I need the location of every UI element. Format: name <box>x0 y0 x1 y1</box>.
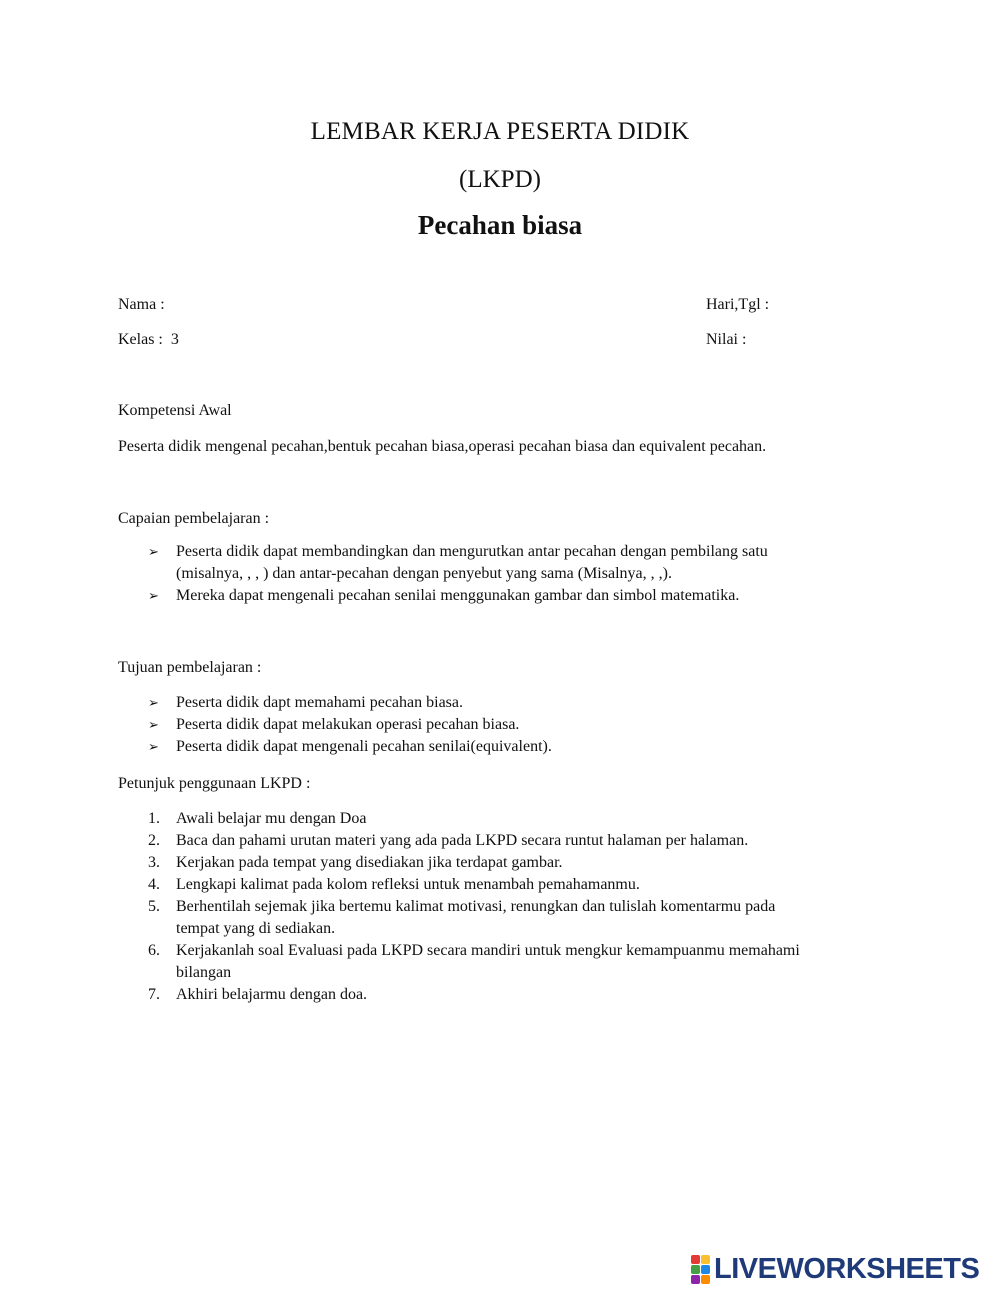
subtitle: Pecahan biasa <box>417 210 583 240</box>
list-item: 5. Berhentilah sejemak jika bertemu kalimat motivasi, renungkan dan tulislah komentarmu pada tempat yang di sediakan. <box>148 898 776 937</box>
nama-label: Nama : <box>118 296 165 313</box>
petunjuk-heading: Petunjuk penggunaan LKPD : <box>118 775 311 792</box>
liveworksheets-logo[interactable] <box>691 1253 979 1285</box>
list-item: ➢ Peserta didik dapat mengenali pecahan senilai(equivalent). <box>148 736 552 758</box>
list-item: 6. Kerjakanlah soal Evaluasi pada LKPD secara mandiri untuk mengkur kemampuanmu memahami bilangan <box>148 942 800 981</box>
kompetensi-text: Peserta didik mengenal pecahan,bentuk pecahan biasa,operasi pecahan biasa dan equivalent pecahan. <box>118 438 767 455</box>
capaian-list <box>148 541 768 607</box>
kompetensi-heading: Kompetensi Awal <box>118 402 232 419</box>
arrow-bullet-icon: ➢ <box>148 544 159 559</box>
arrow-bullet-icon: ➢ <box>148 695 159 710</box>
logo-tile <box>691 1265 700 1274</box>
arrow-bullet-icon: ➢ <box>148 739 159 754</box>
logo-tile <box>691 1255 700 1264</box>
logo-tile <box>701 1255 710 1264</box>
title-line-1: LEMBAR KERJA PESERTA DIDIK <box>310 118 690 145</box>
petunjuk-list <box>148 808 800 1006</box>
list-item: 3. Kerjakan pada tempat yang disediakan jika terdapat gambar. <box>148 854 563 871</box>
list-item: ➢ Mereka dapat mengenali pecahan senilai menggunakan gambar dan simbol matematika. <box>148 585 768 607</box>
list-item: 4. Lengkapi kalimat pada kolom refleksi untuk menambah pemahamanmu. <box>148 876 640 893</box>
list-item: 7. Akhiri belajarmu dengan doa. <box>148 986 368 1003</box>
tujuan-list <box>148 692 552 758</box>
kelas-label: Kelas : <box>118 331 163 348</box>
liveworksheets-logo-icon <box>691 1255 710 1284</box>
logo-tile <box>701 1265 710 1274</box>
liveworksheets-brand: LIVEWORKSHEETS <box>714 1252 980 1285</box>
arrow-bullet-icon: ➢ <box>148 717 159 732</box>
list-item: ➢ Peserta didik dapat melakukan operasi pecahan biasa. <box>148 714 552 736</box>
kelas-value: 3 <box>170 331 179 348</box>
list-item: 2. Baca dan pahami urutan materi yang ada pada LKPD secara runtut halaman per halaman. <box>148 832 749 849</box>
list-item: 1. Awali belajar mu dengan Doa <box>148 810 367 827</box>
logo-tile <box>691 1275 700 1284</box>
list-item: ➢ Peserta didik dapt memahami pecahan biasa. <box>148 692 552 714</box>
capaian-heading: Capaian pembelajaran : <box>118 510 270 527</box>
hari-tgl-label: Hari,Tgl : <box>706 296 770 313</box>
kelas-field <box>118 329 179 351</box>
title-line-2: (LKPD) <box>459 166 541 193</box>
arrow-bullet-icon: ➢ <box>148 588 159 603</box>
logo-tile <box>701 1275 710 1284</box>
list-item: ➢ Peserta didik dapat membandingkan dan mengurutkan antar pecahan dengan pembilang satu (misalnya, , , ) dan antar-pecahan dengan penyebut yang sama (Misalnya, , ,). <box>148 543 768 582</box>
nilai-label: Nilai : <box>706 331 747 348</box>
tujuan-heading: Tujuan pembelajaran : <box>118 659 262 676</box>
